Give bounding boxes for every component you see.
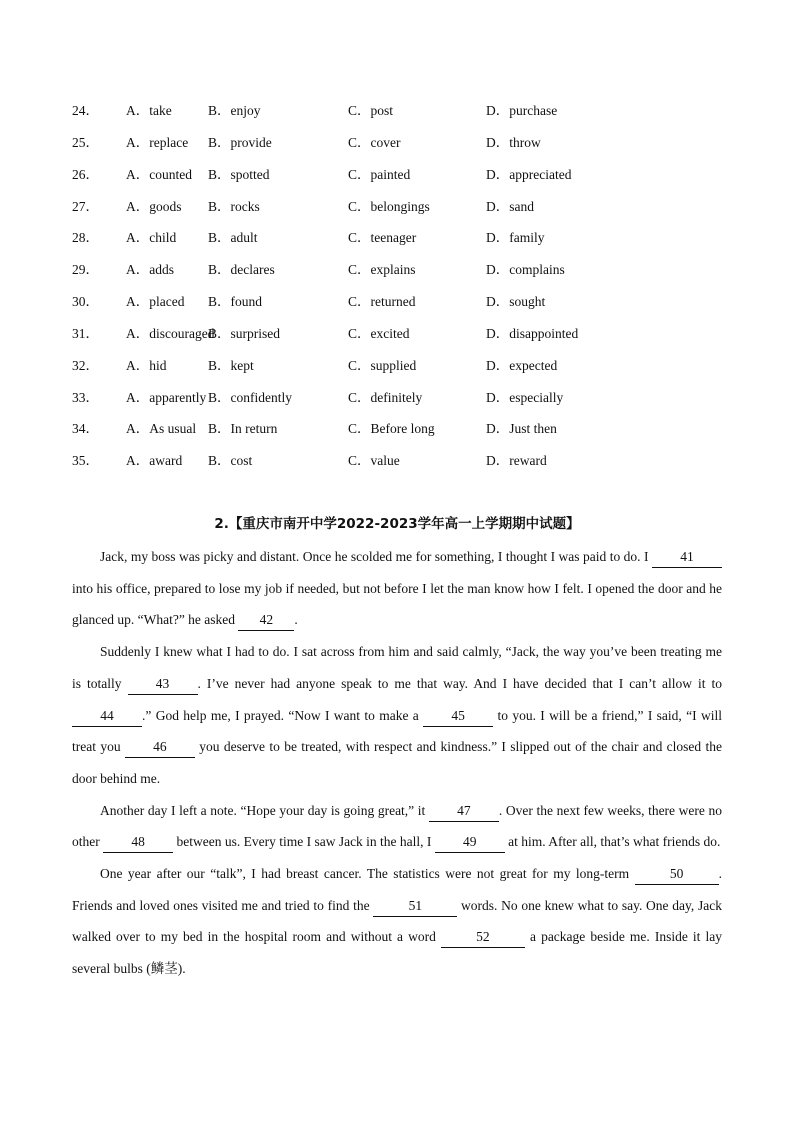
option-d: D．expected	[486, 357, 558, 373]
option-b: B．In return	[208, 421, 278, 437]
option-d: D．especially	[486, 389, 564, 405]
option-row	[0, 98, 794, 130]
option-a: A．goods	[126, 198, 182, 214]
option-b: B．kept	[208, 357, 254, 373]
option-b: B．declares	[208, 262, 275, 278]
option-b: B．adult	[208, 230, 258, 246]
option-c: C．belongings	[348, 198, 430, 214]
option-d: D．disappointed	[486, 325, 579, 341]
option-row	[0, 130, 794, 162]
option-b: B．surprised	[208, 325, 280, 341]
text: Suddenly I knew what I had to do. I sat across from him and said calmly, “Jack, the way you’ve been treating me is totally	[72, 644, 722, 691]
option-row	[0, 353, 794, 385]
blank-42: 42	[238, 610, 294, 631]
option-a: A．adds	[126, 262, 174, 278]
blank-47: 47	[429, 801, 499, 822]
option-a: A．counted	[126, 166, 192, 182]
blank-46: 46	[125, 737, 195, 758]
option-d: D．sought	[486, 294, 546, 310]
option-row	[0, 162, 794, 194]
option-a: A．take	[126, 103, 172, 118]
question-number: 26．	[72, 166, 99, 182]
text: Another day I left a note. “Hope your day is going great,” it	[100, 802, 429, 818]
option-b: B．provide	[208, 134, 272, 150]
cloze-passage	[72, 541, 722, 985]
question-number: 32．	[72, 357, 99, 373]
option-b: B．spotted	[208, 166, 270, 182]
blank-41: 41	[652, 547, 722, 568]
option-row	[0, 289, 794, 321]
option-c: C．definitely	[348, 389, 423, 405]
text: you deserve to be treated, with respect and kindness.” I slipped out of the chair and closed the door behind me.	[72, 739, 722, 786]
text: .” God help me, I prayed. “Now I want to make a	[142, 707, 424, 723]
option-a: A．placed	[126, 294, 185, 310]
option-c: C．teenager	[348, 230, 417, 246]
option-c: C．post	[348, 103, 394, 118]
option-c: C．returned	[348, 294, 416, 310]
option-row	[0, 385, 794, 417]
option-row	[0, 194, 794, 226]
option-row	[0, 225, 794, 257]
option-row	[0, 448, 794, 480]
blank-43: 43	[128, 674, 198, 695]
text: One year after our “talk”, I had breast cancer. The statistics were not great for my long-term	[100, 866, 635, 882]
option-c: C．value	[348, 453, 400, 469]
option-d: D．sand	[486, 198, 534, 214]
blank-51: 51	[373, 896, 457, 917]
question-number: 25．	[72, 134, 99, 150]
option-c: C．cover	[348, 134, 401, 150]
option-b: B．confidently	[208, 389, 292, 405]
section-heading: 2.【重庆市南开中学2022-2023学年高一上学期期中试题】	[214, 516, 580, 532]
blank-49: 49	[435, 832, 505, 853]
text: .	[294, 612, 298, 628]
question-number: 33．	[72, 389, 99, 405]
option-b: B．rocks	[208, 198, 260, 214]
option-c: C．supplied	[348, 357, 417, 373]
option-a: A．hid	[126, 357, 167, 373]
text: . Friends and loved ones visited me and tried to find the	[72, 866, 722, 913]
paragraph-1	[72, 541, 722, 636]
option-d: D．appreciated	[486, 166, 572, 182]
blank-45: 45	[423, 706, 493, 727]
option-a: A．replace	[126, 134, 189, 150]
option-row	[0, 416, 794, 448]
blank-50: 50	[635, 864, 719, 885]
text: between us. Every time I saw Jack in the hall, I	[173, 834, 435, 850]
text: into his office, prepared to lose my job if needed, but not before I let the man know how I felt. I opened the door and he glanced up. “What?” he asked	[72, 580, 722, 628]
question-number: 29．	[72, 262, 99, 278]
text: a package beside me. Inside it lay several bulbs (鳞茎).	[72, 929, 722, 977]
option-d: D．reward	[486, 453, 547, 469]
option-b: B．cost	[208, 453, 253, 469]
option-d: D．complains	[486, 262, 565, 278]
blank-52: 52	[441, 927, 525, 948]
option-d: D．throw	[486, 134, 541, 150]
question-number: 35．	[72, 453, 99, 469]
options-list	[0, 98, 794, 480]
option-c: C．excited	[348, 325, 410, 341]
option-a: A．award	[126, 453, 183, 469]
question-number: 30．	[72, 294, 99, 310]
question-number: 27．	[72, 198, 99, 214]
text: Jack, my boss was picky and distant. Once he scolded me for something, I thought I was paid to do. I	[100, 549, 652, 564]
option-c: C．Before long	[348, 421, 435, 437]
option-b: B．enjoy	[208, 103, 261, 118]
option-b: B．found	[208, 294, 262, 310]
question-number: 34．	[72, 421, 99, 437]
paragraph-3	[72, 795, 722, 858]
option-d: D．purchase	[486, 103, 558, 118]
option-a: A．As usual	[126, 421, 197, 437]
text: . Over the next few weeks, there were no other	[72, 802, 723, 850]
paragraph-2	[72, 636, 722, 795]
text: at him. After all, that’s what friends do.	[504, 834, 721, 850]
question-number: 24．	[72, 103, 99, 118]
text: words. No one knew what to say. One day, Jack walked over to my bed in the hospital room and without a word	[72, 897, 722, 945]
option-d: D．Just then	[486, 421, 557, 437]
option-c: C．painted	[348, 166, 411, 182]
option-row	[0, 321, 794, 353]
option-a: A．discouraged	[126, 325, 215, 341]
option-a: A．apparently	[126, 389, 207, 405]
question-number: 31．	[72, 325, 99, 341]
blank-44: 44	[72, 706, 142, 727]
option-a: A．child	[126, 230, 177, 246]
option-d: D．family	[486, 230, 545, 246]
blank-48: 48	[103, 832, 173, 853]
question-number: 28．	[72, 230, 99, 246]
option-c: C．explains	[348, 262, 416, 278]
paragraph-4	[72, 858, 722, 985]
option-row	[0, 257, 794, 289]
text: to you. I will be a friend,” I said, “I will treat you	[72, 707, 722, 755]
text: . I’ve never had anyone speak to me that way. And I have decided that I can’t allow it to	[197, 675, 723, 691]
